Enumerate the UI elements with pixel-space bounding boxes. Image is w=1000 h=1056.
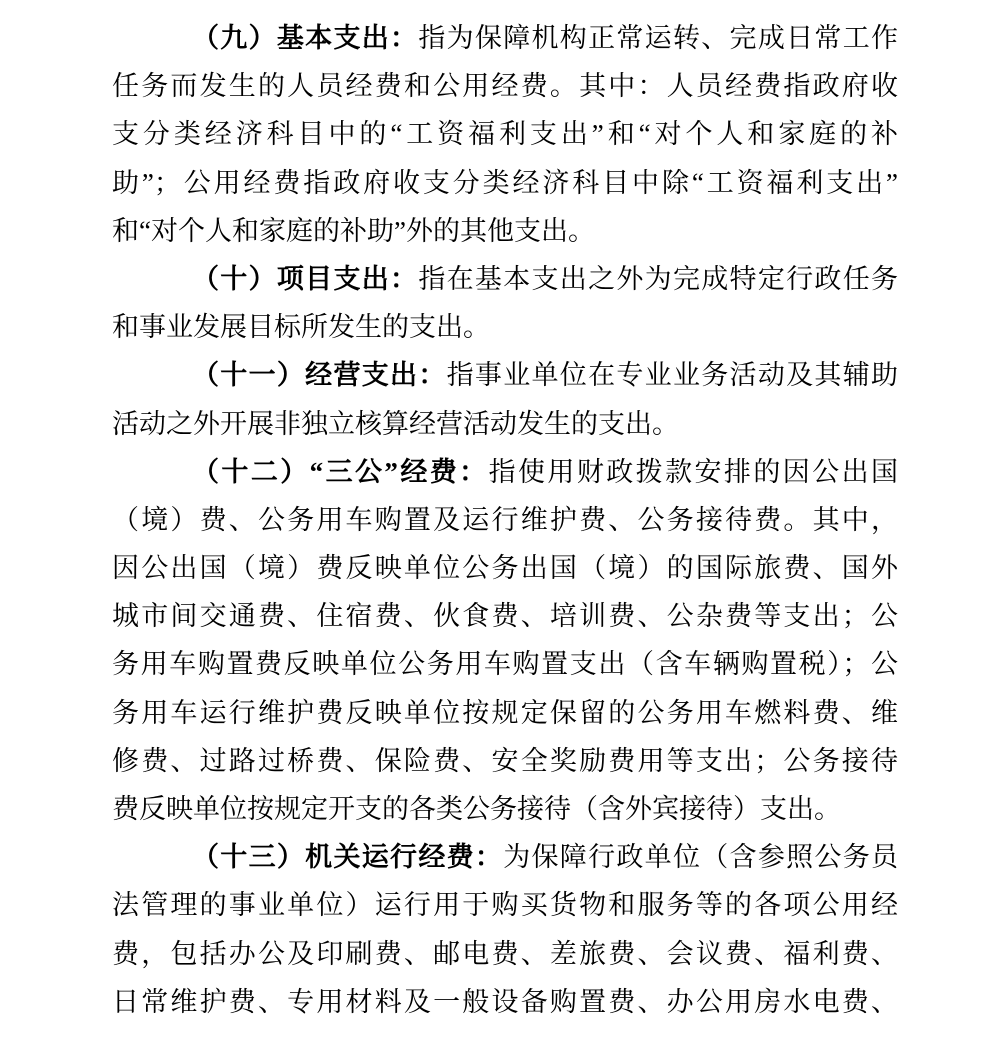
text-run: 指使用财政拨款安排的因公出国 <box>488 456 898 487</box>
text-run: 和事业发展目标所发生的支出。 <box>112 312 490 343</box>
text-line <box>112 592 898 640</box>
text-run: 助”；公用经费指政府收支分类经济科目中除“工资福利支出” <box>112 167 898 198</box>
text-run: 务用车运行维护费反映单位按规定保留的公务用车燃料费、维 <box>112 697 898 728</box>
paragraph-item-10 <box>112 255 898 351</box>
text-line <box>112 303 898 351</box>
text-line <box>112 930 898 978</box>
paragraph-item-12 <box>112 448 898 834</box>
text-run: 为保障行政单位（含参照公务员 <box>503 842 898 873</box>
text-run: 修费、过路过桥费、保险费、安全奖励费用等支出；公务接待 <box>112 745 898 776</box>
text-run: 日常维护费、专用材料及一般设备购置费、办公用房水电费、 <box>112 986 898 1017</box>
paragraph-item-13 <box>112 833 898 1026</box>
text-line <box>112 640 898 688</box>
text-run: 城市间交通费、住宿费、伙食费、培训费、公杂费等支出；公 <box>112 601 898 632</box>
text-run: 支分类经济科目中的“工资福利支出”和“对个人和家庭的补 <box>112 119 898 150</box>
text-line <box>112 62 898 110</box>
text-line <box>112 978 898 1026</box>
text-line <box>112 255 898 303</box>
text-run: 法管理的事业单位）运行用于购买货物和服务等的各项公用经 <box>112 890 898 921</box>
text-line <box>112 737 898 785</box>
text-line <box>112 689 898 737</box>
text-line <box>112 881 898 929</box>
text-run: 费，包括办公及印刷费、邮电费、差旅费、会议费、福利费、 <box>112 938 898 969</box>
text-line <box>112 785 898 833</box>
text-line <box>112 496 898 544</box>
paragraph-item-9 <box>112 14 898 255</box>
text-block <box>112 14 898 1026</box>
text-line <box>112 448 898 496</box>
text-run: 任务而发生的人员经费和公用经费。其中：人员经费指政府收 <box>112 71 898 102</box>
text-line <box>112 159 898 207</box>
text-run: （境）费、公务用车购置及运行维护费、公务接待费。其中， <box>112 504 898 535</box>
text-run: 因公出国（境）费反映单位公务出国（境）的国际旅费、国外 <box>112 553 898 584</box>
text-line <box>112 400 898 448</box>
paragraph-heading: （十一）经营支出： <box>192 360 447 391</box>
paragraph-heading: （十）项目支出： <box>192 263 419 294</box>
text-run: 活动之外开展非独立核算经营活动发生的支出。 <box>112 408 679 439</box>
paragraph-heading: （十二）“三公”经费： <box>192 456 489 487</box>
text-run: 指为保障机构正常运转、完成日常工作 <box>418 23 898 53</box>
text-line <box>112 544 898 592</box>
paragraph-heading: （九）基本支出： <box>192 23 419 53</box>
paragraph-heading: （十三）机关运行经费： <box>192 842 504 873</box>
paragraph-item-11 <box>112 351 898 447</box>
text-line <box>112 110 898 158</box>
text-line <box>112 833 898 881</box>
text-run: 指事业单位在专业业务活动及其辅助 <box>446 360 898 391</box>
text-run: 和“对个人和家庭的补助”外的其他支出。 <box>112 215 595 246</box>
text-run: 指在基本支出之外为完成特定行政任务 <box>418 263 898 294</box>
text-run: 务用车购置费反映单位公务用车购置支出（含车辆购置税）；公 <box>112 649 898 680</box>
text-line <box>112 14 898 62</box>
text-line <box>112 351 898 399</box>
text-line <box>112 207 898 255</box>
text-run: 费反映单位按规定开支的各类公务接待（含外宾接待）支出。 <box>112 794 841 824</box>
